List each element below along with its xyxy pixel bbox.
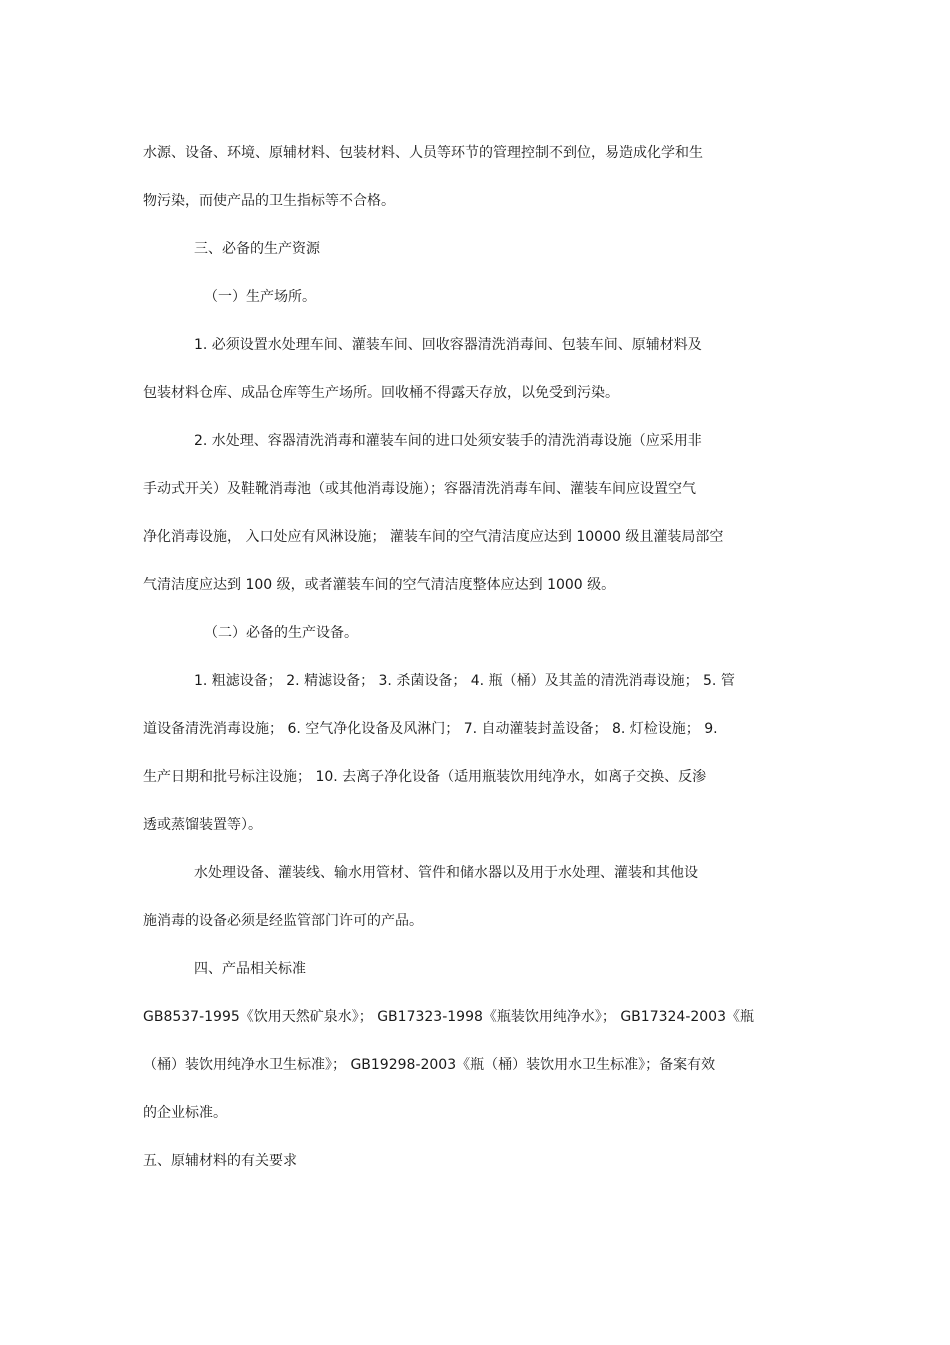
text-line: 道设备清洗消毒设施； 6. 空气净化设备及风淋门； 7. 自动灌装封盖设备； 8. 灯检设施； 9.: [143, 721, 718, 737]
text-line: （桶）装饮用纯净水卫生标准》； GB19298-2003《瓶（桶）装饮用水卫生标准》；备案有效: [143, 1057, 716, 1073]
subsection-heading: （一）生产场所。: [204, 289, 316, 305]
text-line: 透或蒸馏装置等）。: [143, 817, 262, 833]
text-line: 生产日期和批号标注设施； 10. 去离子净化设备（适用瓶装饮用纯净水，如离子交换、反渗: [143, 769, 707, 785]
text-line: 包装材料仓库、成品仓库等生产场所。回收桶不得露天存放，以免受到污染。: [143, 385, 619, 401]
text-line: 施消毒的设备必须是经监管部门许可的产品。: [143, 913, 423, 929]
section-heading: 五、原辅材料的有关要求: [143, 1153, 297, 1169]
text-line: 1. 必须设置水处理车间、灌装车间、回收容器清洗消毒间、包装车间、原辅材料及: [194, 337, 702, 353]
text-line: 物污染，而使产品的卫生指标等不合格。: [143, 193, 395, 209]
text-line: 气清洁度应达到 100 级，或者灌装车间的空气清洁度整体应达到 1000 级。: [143, 577, 616, 593]
section-heading: 三、必备的生产资源: [194, 241, 320, 257]
text-line: 水处理设备、灌装线、输水用管材、管件和储水器以及用于水处理、灌装和其他设: [194, 865, 698, 881]
text-line: GB8537-1995《饮用天然矿泉水》； GB17323-1998《瓶装饮用纯净水》； GB17324-2003《瓶: [143, 1009, 755, 1025]
text-line: 净化消毒设施， 入口处应有风淋设施； 灌装车间的空气清洁度应达到 10000 级且灌装局部空: [143, 529, 724, 545]
text-line: 手动式开关）及鞋靴消毒池（或其他消毒设施）；容器清洗消毒车间、灌装车间应设置空气: [143, 481, 696, 497]
text-line: 2. 水处理、容器清洗消毒和灌装车间的进口处须安装手的清洗消毒设施（应采用非: [194, 433, 702, 449]
text-line: 水源、设备、环境、原辅材料、包装材料、人员等环节的管理控制不到位，易造成化学和生: [143, 145, 703, 161]
text-line: 1. 粗滤设备； 2. 精滤设备； 3. 杀菌设备； 4. 瓶（桶）及其盖的清洗消毒设施； 5. 管: [194, 673, 735, 689]
text-line: 的企业标准。: [143, 1105, 227, 1121]
section-heading: 四、产品相关标准: [194, 961, 306, 977]
subsection-heading: （二）必备的生产设备。: [204, 625, 358, 641]
